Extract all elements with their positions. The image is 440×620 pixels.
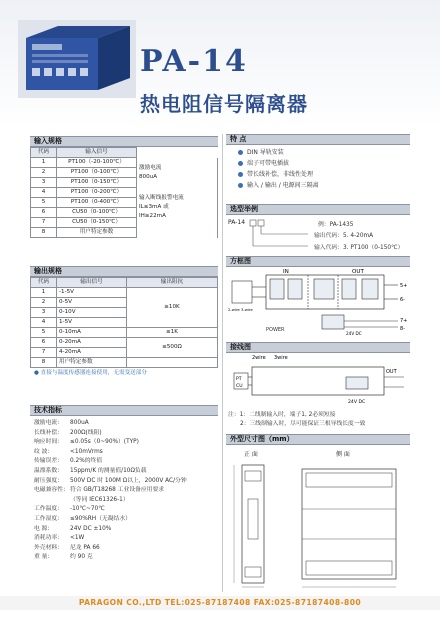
list-item: DIN 导轨安装: [226, 147, 410, 158]
table-row: 3 PT100（0-150℃）: [31, 178, 218, 188]
bullet-icon: [238, 172, 243, 177]
list-item: 端子可带电插拔: [226, 158, 410, 169]
input-col-code: 代码: [31, 148, 57, 158]
wiring-diagram: [226, 353, 410, 409]
table-row: 7 CU50（0-150℃）: [31, 218, 218, 228]
model-select-section: [226, 204, 410, 255]
block-diagram-title: 方框图: [226, 256, 410, 267]
bullet-icon: [238, 150, 243, 155]
features-title: 特 点: [226, 134, 410, 145]
output-spec-title: 输出规格: [30, 266, 218, 277]
impedance-current: ≤500Ω: [127, 338, 218, 358]
alarm-low: IL≤3mA 或: [139, 204, 169, 210]
wiring-dc: 24V DC: [348, 400, 366, 405]
terminal-7: 7+: [400, 318, 408, 324]
block-wire-label: 2-wire 3-wire: [228, 307, 253, 312]
wiring-pt: PT: [236, 377, 242, 382]
block-diagram-section: [226, 256, 410, 343]
input-col-signal: 输入信号: [57, 148, 137, 158]
table-row: 2 PT100（0-100℃）: [31, 168, 218, 178]
product-image: [18, 20, 136, 98]
table-row: 8 用户特定参数: [31, 358, 218, 368]
table-row: 1 -1-5V ≥10K: [31, 288, 218, 298]
block-in-label: IN: [283, 269, 289, 275]
model-example: 例：PA-1435: [318, 222, 354, 228]
dimensions-section: [226, 434, 410, 595]
product-model: PA-14: [140, 44, 248, 79]
table-row: 8 用户特定参数: [31, 228, 218, 238]
model-prefix: PA-14: [228, 219, 246, 226]
tech-spec-item: 工作温度： -10℃~70℃: [34, 506, 105, 513]
tech-spec-section: [30, 405, 218, 563]
tech-spec-item: （等同 IEC61326-1）: [70, 496, 129, 503]
header-banner: [0, 0, 440, 128]
excitation-label: 激励电流: [139, 164, 162, 171]
features-section: [226, 134, 410, 191]
tech-spec-item: 电磁兼容性：符合 GB/T18268 工业设备应用要求: [34, 487, 165, 494]
list-item: 带长线补偿，非线性处理: [226, 169, 410, 180]
table-row: 2 0-5V: [31, 298, 218, 308]
tech-spec-item: 响应时间： ≤0.05s（0~90%）(TYP): [34, 439, 139, 446]
list-item: 输入 / 输出 / 电源间三隔离: [226, 180, 410, 191]
bullet-icon: [238, 183, 243, 188]
wiring-3wire: 3wire: [274, 355, 288, 361]
output-spec-table: 代码 输出信号 输出阻抗 1 -1-5V ≥10K 2 0-5V 3 0-10V 4 1-5V 5 0-10mA ≤1K 6 0-20mA ≤500Ω 7 4-20mA 8 用户特定参数: [30, 277, 218, 368]
input-spec-title: 输入规格: [30, 136, 218, 147]
bullet-icon: ●: [34, 370, 39, 376]
alarm-high: IH≥22mA: [139, 213, 166, 219]
front-view-label: 正 面: [244, 451, 258, 458]
block-power-label: POWER: [266, 327, 285, 333]
model-out-code: 输出代码：5. 4-20mA: [314, 233, 374, 239]
terminal-8: 8-: [400, 326, 405, 332]
tech-spec-item: 长线补偿： 200Ω(线阻): [34, 429, 102, 436]
tech-spec-item: 消耗功率： <1W: [34, 535, 85, 542]
block-diagram: [226, 267, 410, 341]
tech-spec-item: 工作湿度： ≤90%RH（无凝结水）: [34, 515, 131, 522]
output-spec-section: [30, 266, 218, 378]
tech-spec-item: 重 量： 约 90 克: [34, 554, 93, 561]
dimension-drawing: [226, 459, 410, 593]
wiring-out: OUT: [386, 369, 397, 375]
excitation-value: 800uA: [139, 173, 158, 180]
footer-contact: PARAGON CO.,LTD TEL:025-87187408 FAX:025-87187408-800: [0, 596, 440, 610]
tech-spec-item: 电 源： 24V DC ±10%: [34, 525, 112, 532]
tech-spec-item: 温漂系数： 15ppm/K 的测量值/10Ω负载: [34, 467, 147, 474]
side-view-label: 侧 面: [336, 451, 350, 458]
bullet-icon: [238, 161, 243, 166]
table-row: 3 0-10V: [31, 308, 218, 318]
tech-spec-item: 传输误差： 0.2%的终值: [34, 458, 103, 465]
tech-spec-list: [30, 416, 218, 563]
tech-spec-item: 激励电流： 800uA: [34, 420, 89, 426]
table-row: 5 0-10mA ≤1K: [31, 328, 218, 338]
table-row: 6 CU50（0-100℃）: [31, 208, 218, 218]
dimensions-title: 外型尺寸图（mm）: [226, 434, 410, 445]
table-row: 1 PT100（-20-100℃） 激励电流 800uA: [31, 158, 218, 168]
wiring-notes: 注：1：二线制输入时，端子1, 2必须短接 2：三线制输入时，尽可能保证三根导线长度一致: [228, 412, 366, 427]
tech-spec-title: 技术指标: [30, 405, 218, 416]
wiring-section: [226, 342, 410, 429]
model-in-code: 输入代码：3. PT100（0-150℃）: [314, 245, 404, 251]
input-spec-table: [30, 147, 218, 238]
product-title: 热电阻信号隔离器: [140, 92, 308, 116]
wiring-cu: CU: [236, 384, 243, 389]
model-bracket-lines: [248, 219, 308, 253]
output-note: ● 直接与温度传感器连接使用，无需变送部分: [34, 370, 147, 376]
impedance-voltage: ≥10K: [127, 288, 218, 328]
block-dc-label: 24V DC: [346, 331, 362, 336]
tech-spec-item: 耐压强度： 500V DC 时 100M Ω以上，2000V AC/分钟: [34, 477, 187, 484]
model-select-title: 选型举例: [226, 204, 410, 215]
table-row: 4 PT100（0-200℃） 输入断线报警电流 IL≤3mA 或 IH≥22mA: [31, 188, 218, 198]
tech-spec-item: 外壳材料： 尼龙 PA 66: [34, 544, 100, 551]
table-row: 7 4-20mA: [31, 348, 218, 358]
table-row: 4 1-5V: [31, 318, 218, 328]
column-divider: [222, 134, 223, 592]
table-row: 5 PT100（0-400℃）: [31, 198, 218, 208]
wiring-title: 接线图: [226, 342, 410, 353]
input-spec-section: [30, 136, 218, 238]
impedance-mid: ≤1K: [127, 328, 218, 338]
table-row: 6 0-20mA ≤500Ω: [31, 338, 218, 348]
block-out-label: OUT: [352, 269, 364, 275]
alarm-label: 输入断线报警电流: [139, 195, 184, 201]
terminal-5: 5+: [400, 283, 408, 289]
tech-spec-item: 纹 波： <10mVrms: [34, 448, 103, 455]
wiring-2wire: 2wire: [252, 355, 266, 361]
terminal-6: 6-: [400, 297, 405, 303]
